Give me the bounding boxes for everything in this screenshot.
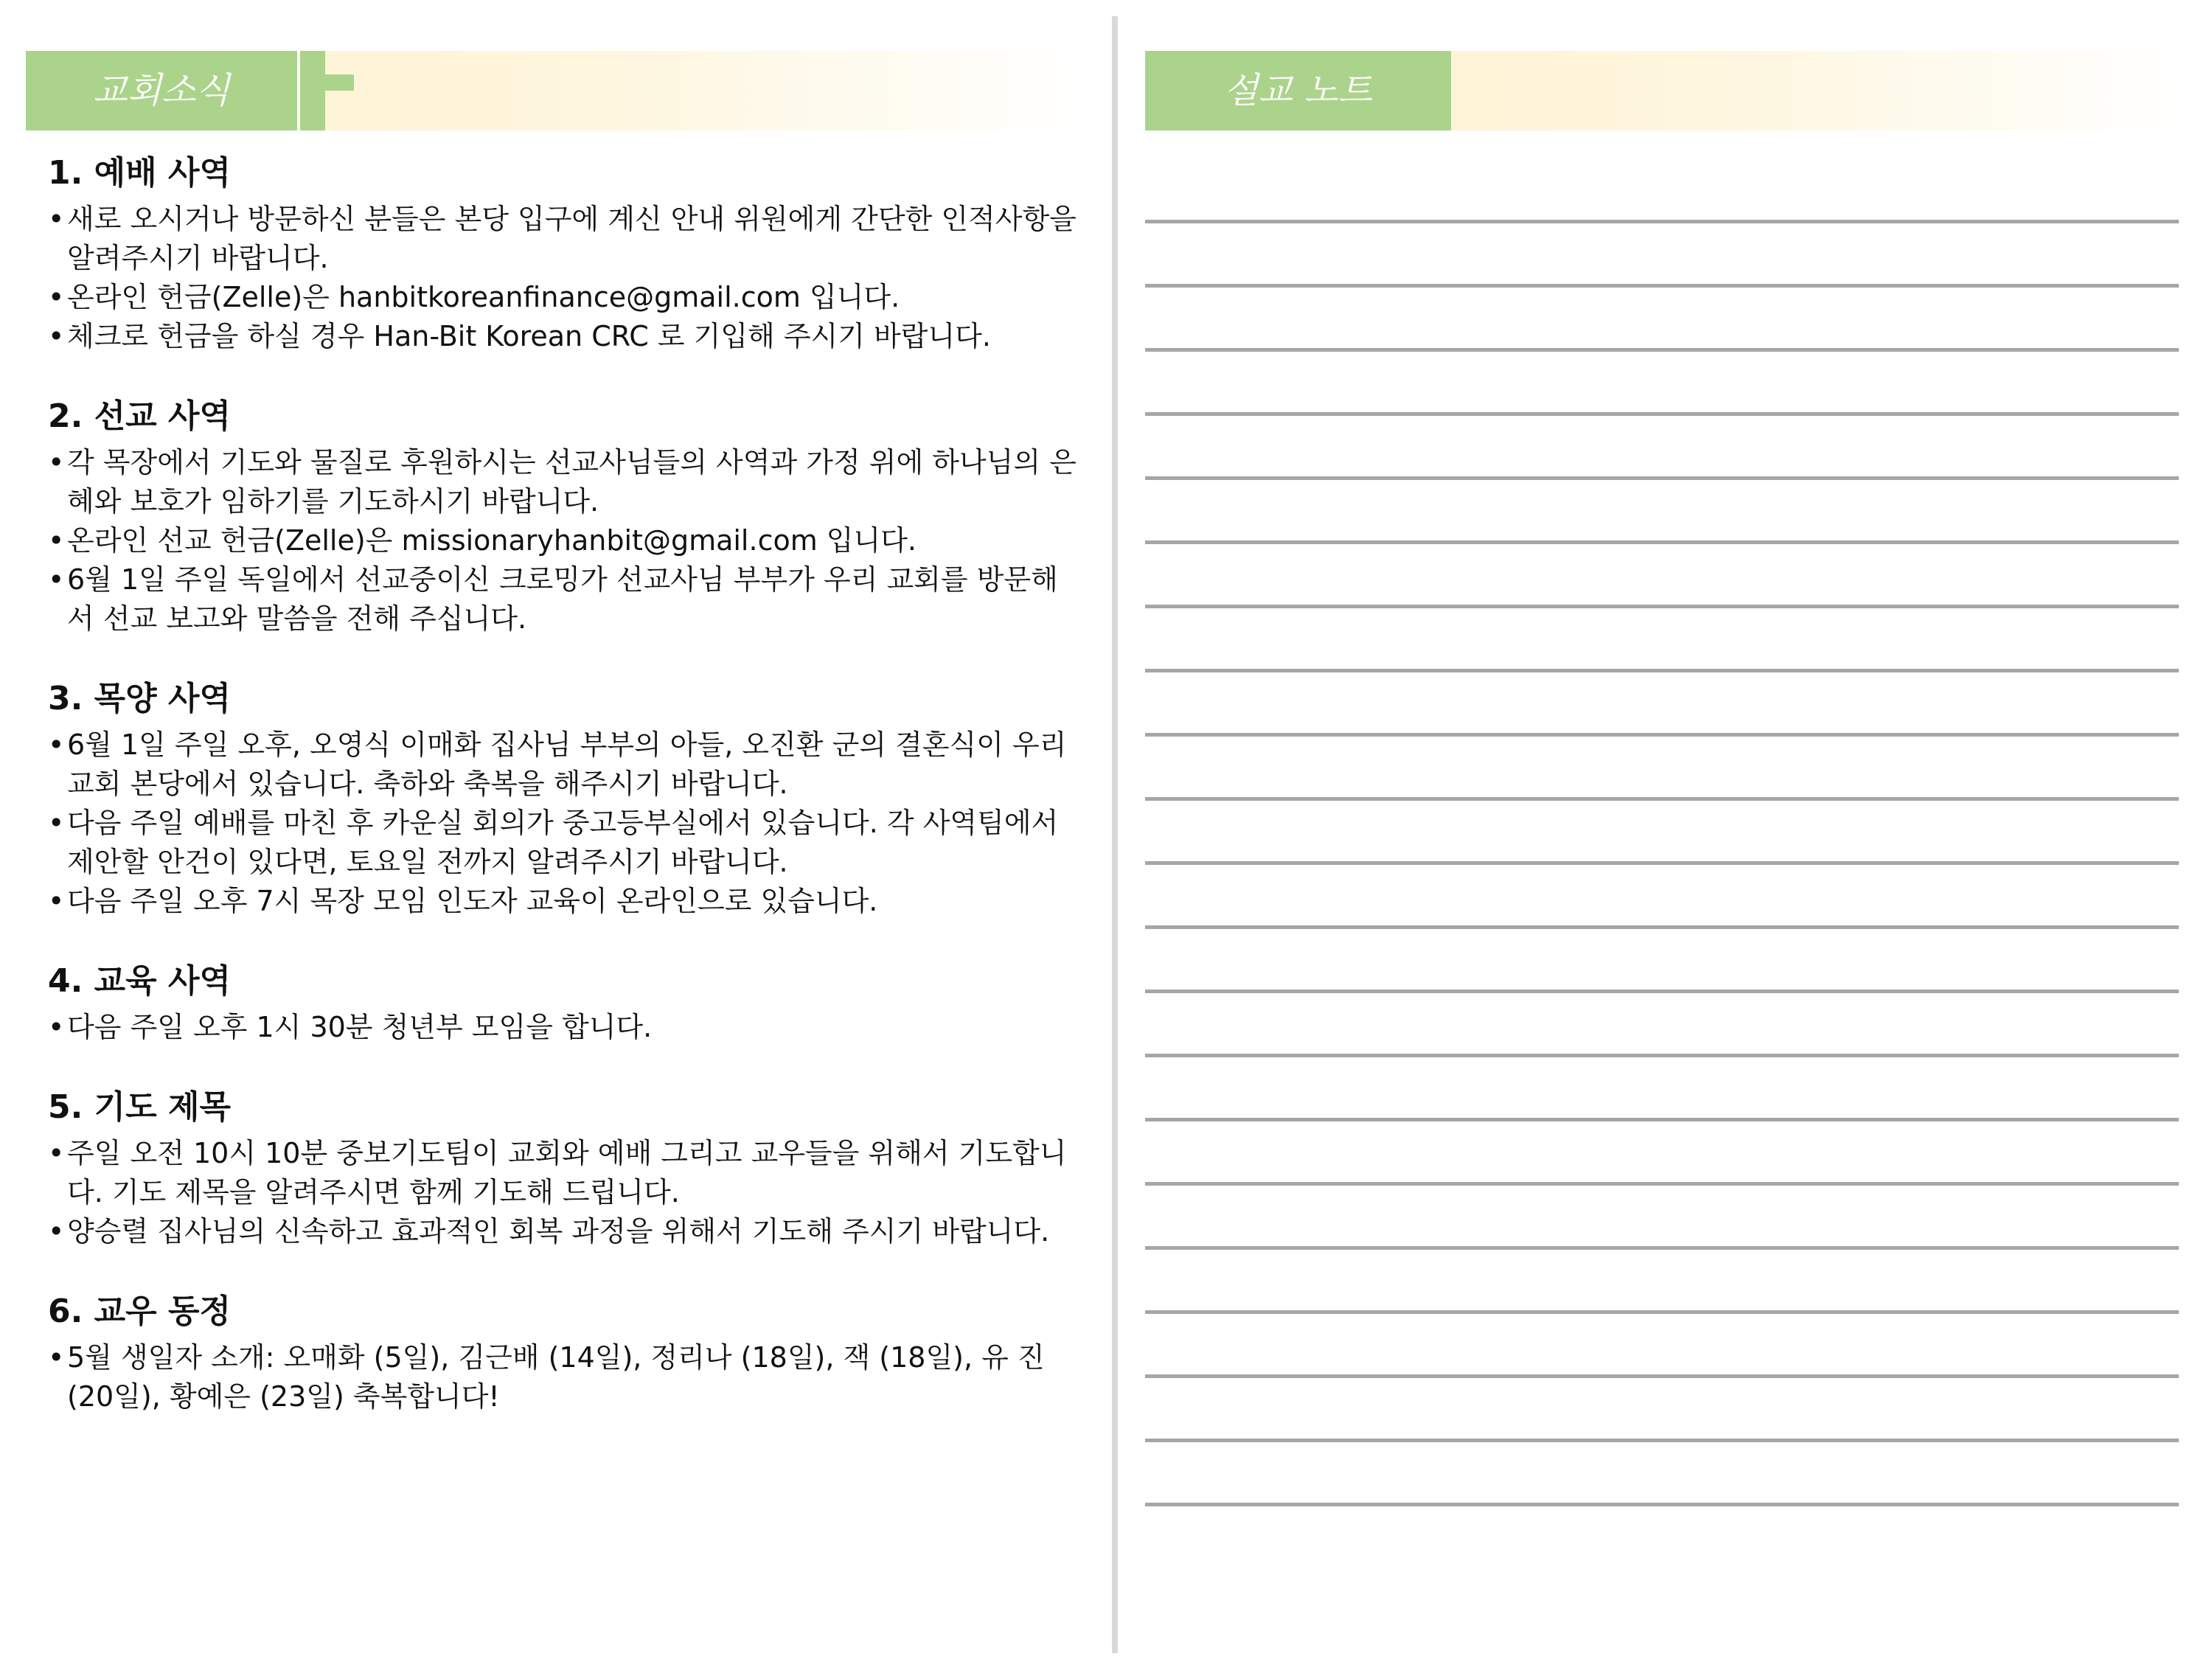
bullet-icon: • [48,524,65,557]
news-item-text: 양승렬 집사님의 신속하고 효과적인 회복 과정을 위해서 기도해 주시기 바랍니다. [67,1215,1050,1248]
news-item-text: 온라인 선교 헌금(Zelle)은 missionaryhanbit@gmail.com 입니다. [67,524,917,557]
news-item-text: 체크로 헌금을 하실 경우 Han-Bit Korean CRC 로 기입해 주시기 바랍니다. [67,320,991,352]
sermon-notes-lines [1145,220,2179,1567]
news-item [48,560,1077,639]
section-heading: 2. 선교 사역 [48,397,231,435]
note-line [1145,1246,2179,1250]
note-line [1145,348,2179,352]
note-line [1145,990,2179,993]
news-item-text: 6월 1일 주일 독일에서 선교중이신 크로밍가 선교사님 부부가 우리 교회를 방문해서 선교 보고와 말씀을 전해 주십니다. [67,563,1058,635]
bullet-icon: • [48,281,65,313]
bullet-icon: • [48,446,65,479]
bullet-icon: • [48,728,65,761]
news-item-text: 주일 오전 10시 10분 중보기도팀이 교회와 예배 그리고 교우들을 위해서 기도합니다. 기도 제목을 알려주시면 함께 기도해 드립니다. [67,1137,1067,1208]
note-line [1145,797,2179,801]
note-line [1145,476,2179,480]
news-item-text: 각 목장에서 기도와 물질로 후원하시는 선교사님들의 사역과 가정 위에 하나님의 은혜와 보호가 임하기를 기도하시기 바랍니다. [67,446,1077,518]
bullet-icon: • [48,1341,65,1374]
news-item [48,200,1077,278]
news-item [48,1212,1077,1251]
news-item-text: 온라인 헌금(Zelle)은 hanbitkoreanfinance@gmail.com 입니다. [67,281,900,313]
note-line [1145,1118,2179,1121]
note-line [1145,1374,2179,1378]
note-line [1145,605,2179,608]
note-line [1145,733,2179,737]
bullet-icon: • [48,563,65,596]
note-line [1145,925,2179,929]
news-item-text: 다음 주일 오후 1시 30분 청년부 모임을 합니다. [67,1011,653,1043]
news-item [48,1338,1077,1416]
news-section [48,959,1077,1047]
note-line [1145,1182,2179,1186]
sermon-notes-title: 설교 노트 [1224,70,1372,111]
section-heading: 3. 목양 사역 [48,680,231,717]
cross-icon [299,51,325,131]
bullet-icon: • [48,1011,65,1043]
church-news-title: 교회소식 [93,70,230,111]
news-item [48,1134,1077,1212]
section-heading: 6. 교우 동정 [48,1293,231,1330]
bullet-icon: • [48,807,65,839]
note-line [1145,669,2179,672]
bullet-icon: • [48,320,65,352]
section-heading: 1. 예배 사역 [48,154,231,192]
news-item [48,317,1077,356]
news-item [48,1008,1077,1047]
bullet-icon: • [48,1215,65,1248]
note-line [1145,220,2179,223]
section-heading: 4. 교육 사역 [48,962,231,1000]
church-news-header [26,51,1088,131]
news-item-text: 다음 주일 예배를 마친 후 카운실 회의가 중고등부실에서 있습니다. 각 사역팀에서 제안할 안건이 있다면, 토요일 전까지 알려주시기 바랍니다. [67,807,1059,878]
note-line [1145,1054,2179,1057]
bullet-icon: • [48,203,65,235]
news-item [48,521,1077,560]
bullet-icon: • [48,885,65,917]
news-section [48,394,1077,639]
cross-icon-bar [273,74,354,91]
note-line [1145,1310,2179,1314]
note-line [1145,412,2179,416]
news-section [48,1290,1077,1416]
note-line [1145,540,2179,544]
note-line [1145,1503,2179,1506]
section-heading: 5. 기도 제목 [48,1088,231,1126]
news-section [48,151,1077,356]
news-item [48,443,1077,521]
news-section [48,677,1077,921]
cross-separator [297,51,300,131]
news-item [48,882,1077,921]
bullet-icon: • [48,1137,65,1169]
news-item-text: 새로 오시거나 방문하신 분들은 본당 입구에 계신 안내 위원에게 간단한 인적사항을 알려주시기 바랍니다. [67,203,1077,274]
church-news-content [48,151,1077,1455]
news-item-text: 6월 1일 주일 오후, 오영식 이매화 집사님 부부의 아들, 오진환 군의 결혼식이 우리 교회 본당에서 있습니다. 축하와 축복을 해주시기 바랍니다. [67,728,1067,800]
news-item-text: 다음 주일 오후 7시 목장 모임 인도자 교육이 온라인으로 있습니다. [67,885,878,917]
news-item [48,804,1077,882]
news-item-text: 5월 생일자 소개: 오매화 (5일), 김근배 (14일), 정리나 (18일), 잭 (18일), 유 진(20일), 황예은 (23일) 축복합니다! [67,1341,1045,1413]
news-section [48,1085,1077,1251]
note-line [1145,284,2179,288]
note-line [1145,1439,2179,1442]
note-line [1145,861,2179,865]
page-divider [1112,16,1118,1653]
sermon-notes-header [1145,51,2186,131]
news-item [48,726,1077,804]
news-item [48,278,1077,317]
